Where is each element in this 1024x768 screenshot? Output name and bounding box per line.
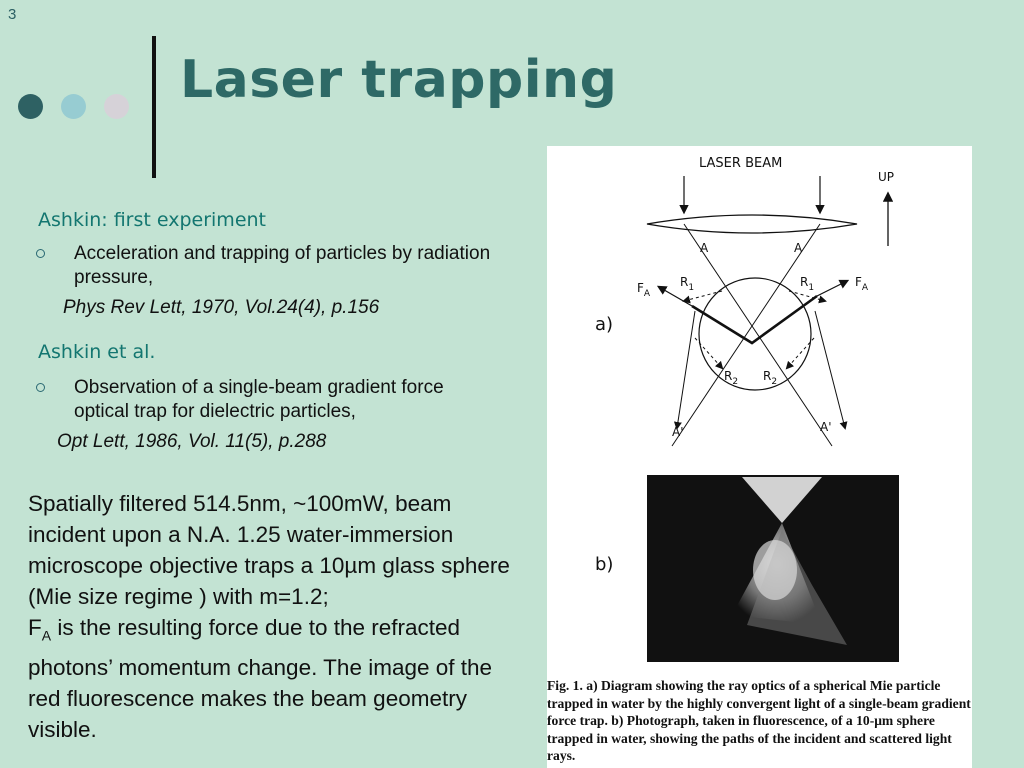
figure-ashkin: [547, 146, 972, 768]
converging-ray-left: [684, 224, 832, 446]
laser-beam-label: LASER BEAM: [699, 156, 783, 171]
description-part1: Spatially filtered 514.5nm, ~100mW, beam incident upon a N.A. 1.25 water-immersion microscope objective traps a 10µm glass sphere (Mie size regime ) with m=1.2;: [28, 491, 510, 609]
reflected-ray-r2-left: [695, 338, 722, 368]
force-subscript: A: [41, 627, 52, 644]
r-sub: 2: [732, 377, 739, 387]
dot-light-blue: [61, 94, 86, 119]
ray-label-a-right: A: [794, 241, 803, 255]
dot-light-gray: [104, 94, 129, 119]
r1-label-right: [800, 275, 814, 293]
section2-bullet-text: Observation of a single-beam gradient force optical trap for dielectric particles,: [74, 377, 444, 422]
force-sub: A: [643, 289, 651, 299]
ray-label-a-left: A: [700, 241, 709, 255]
slide-number: 3: [8, 6, 17, 23]
panel-a-label: a): [595, 314, 614, 335]
force-label-right: [855, 275, 869, 293]
trapped-sphere: [699, 278, 811, 390]
lens-shape: [647, 215, 857, 233]
bullet-icon: [36, 249, 45, 258]
ray-label-aprime-left: A': [672, 425, 684, 439]
force-arrow-left: [659, 287, 692, 306]
up-label: UP: [878, 170, 895, 184]
title-divider: [152, 36, 156, 178]
figure-caption: Fig. 1. a) Diagram showing the ray optics of a spherical Mie particle trapped in water by the highly convergent light of a single-beam gradient force trap. b) Photograph, taken in fluorescence, of a 10-μm sphere trapped in water, showing the paths of the incident and scattered light rays.: [547, 678, 971, 763]
force-sub: A: [861, 283, 869, 293]
section2-reference: Opt Lett, 1986, Vol. 11(5), p.288: [57, 431, 327, 452]
r-letter: R: [680, 275, 689, 289]
exit-ray-left: [677, 311, 695, 428]
bullet-icon: [36, 383, 45, 392]
section1-bullet: [36, 242, 506, 290]
slide-title: Laser trapping: [180, 50, 618, 110]
fluorescence-photo: [647, 475, 899, 662]
force-vectors: [692, 296, 817, 343]
exit-ray-right: [815, 311, 845, 428]
reflected-ray-r2-right: [787, 338, 814, 368]
description-paragraph: [28, 488, 528, 745]
force-symbol: F: [28, 615, 42, 640]
section1-bullet-text: Acceleration and trapping of particles by radiation pressure,: [74, 243, 491, 288]
force-letter: F: [855, 275, 862, 289]
force-letter: F: [637, 281, 644, 295]
converging-ray-right: [672, 224, 820, 446]
section2-heading: Ashkin et al.: [38, 341, 156, 363]
r-sub: 1: [808, 283, 815, 293]
r-sub: 1: [688, 283, 695, 293]
force-arrow-right: [817, 281, 847, 296]
r-sub: 2: [771, 377, 778, 387]
force-label-left: [637, 281, 651, 299]
reflected-ray-r1-right: [789, 291, 825, 301]
ray-label-aprime-right: A': [820, 420, 832, 434]
r1-label-left: [680, 275, 694, 293]
ray-optics-diagram: [547, 146, 972, 476]
fluorescence-image: [647, 475, 899, 662]
r-letter: R: [763, 369, 772, 383]
section2-bullet: [36, 376, 486, 424]
r-letter: R: [724, 369, 733, 383]
r2-label-right: [763, 369, 777, 387]
panel-b-label: b): [595, 554, 614, 575]
section1-heading: Ashkin: first experiment: [38, 209, 266, 231]
description-part2: is the resulting force due to the refracted photons’ momentum change. The image of the red fluorescence makes the beam geometry visible.: [28, 615, 493, 742]
dot-dark: [18, 94, 43, 119]
section1-reference: Phys Rev Lett, 1970, Vol.24(4), p.156: [63, 297, 380, 318]
r-letter: R: [800, 275, 809, 289]
